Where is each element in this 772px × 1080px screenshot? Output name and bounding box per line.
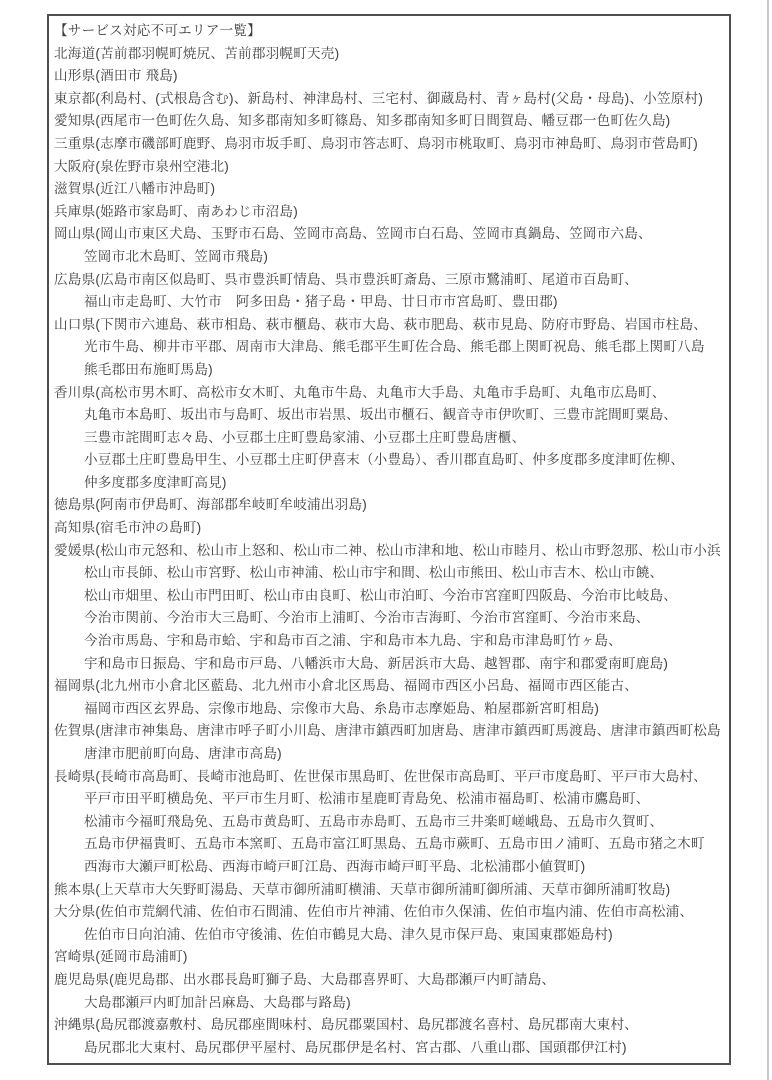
service-unavailable-area-list <box>47 14 731 1065</box>
area-line: 三豊市詫間町志々島、小豆郡土庄町豊島家浦、小豆郡土庄町豊島唐櫃、 <box>84 429 526 445</box>
area-line: 北海道(苫前郡羽幌町焼尻、苫前郡羽幌町天売) <box>54 45 340 61</box>
area-line: 今治市馬島、宇和島市蛤、宇和島市百之浦、宇和島市本九島、宇和島市津島町竹ヶ島、 <box>84 633 622 649</box>
area-line: 唐津市肥前町向島、唐津市高島) <box>84 746 282 761</box>
area-line: 滋賀県(近江八幡市沖島町) <box>54 181 216 197</box>
area-line: 大島郡瀬戸内町加計呂麻島、大島郡与路島) <box>84 994 351 1010</box>
area-line: 三重県(志摩市磯部町鹿野、鳥羽市坂手町、鳥羽市答志町、鳥羽市桃取町、鳥羽市神島町、鳥羽市菅島町) <box>54 135 698 151</box>
area-line: 愛知県(西尾市一色町佐久島、知多郡南知多町篠島、知多郡南知多町日間賀島、幡豆郡一色町佐久島) <box>54 113 671 129</box>
area-line: 今治市関前、今治市大三島町、今治市上浦町、今治市吉海町、今治市宮窪町、今治市来島、 <box>84 610 650 626</box>
area-line: 高知県(宿毛市沖の島町) <box>54 520 202 536</box>
area-line: 松山市長師、松山市宮野、松山市神浦、松山市宇和間、松山市熊田、松山市吉木、松山市饒、 <box>84 565 664 581</box>
area-line: 大分県(佐伯市荒網代浦、佐伯市石間浦、佐伯市片神浦、佐伯市久保浦、佐伯市塩内浦、佐伯市高松浦、 <box>54 904 694 920</box>
area-line: 西海市大瀬戸町松島、西海市崎戸町江島、西海市崎戸町平島、北松浦郡小値賀町) <box>84 858 586 874</box>
area-line: 山形県(酒田市 飛島) <box>54 68 178 84</box>
area-line: 島尻郡北大東村、島尻郡伊平屋村、島尻郡伊是名村、宮古郡、八重山郡、国頭郡伊江村) <box>84 1039 627 1055</box>
area-line: 熊毛郡田布施町馬島) <box>84 361 213 377</box>
area-line: 仲多度郡多度津町高見) <box>84 474 227 490</box>
area-line: 福山市走島町、大竹市 阿多田島・猪子島・甲島、廿日市市宮島町、豊田郡) <box>84 294 558 310</box>
area-line: 熊本県(上天草市大矢野町湯島、天草市御所浦町横浦、天草市御所浦町御所浦、天草市御所浦町牧島) <box>54 881 671 897</box>
area-line: 宮崎県(延岡市島浦町) <box>54 949 188 965</box>
area-line: 佐伯市日向泊浦、佐伯市守後浦、佐伯市鶴見大島、津久見市保戸島、東国東郡姫島村) <box>84 926 613 942</box>
area-line: 広島県(広島市南区似島町、呉市豊浜町情島、呉市豊浜町斎島、三原市鷺浦町、尾道市百島町、 <box>54 271 639 287</box>
area-line: 愛媛県(松山市元怒和、松山市上怒和、松山市二神、松山市津和地、松山市睦月、松山市野忽那、松山市小浜 <box>54 542 721 558</box>
area-line: 沖縄県(島尻郡渡嘉敷村、島尻郡座間味村、島尻郡粟国村、島尻郡渡名喜村、島尻郡南大東村、 <box>54 1017 639 1033</box>
area-line: 長崎県(長崎市高島町、長崎市池島町、佐世保市黒島町、佐世保市高島町、平戸市度島町、平戸市大島村、 <box>54 768 708 784</box>
area-line: 佐賀県(唐津市神集島、唐津市呼子町小川島、唐津市鎮西町加唐島、唐津市鎮西町馬渡島、唐津市鎮西町松島 <box>54 723 721 739</box>
area-lines <box>54 43 725 1060</box>
area-line: 丸亀市本島町、坂出市与島町、坂出市岩黒、坂出市櫃石、観音寺市伊吹町、三豊市詫間町粟島、 <box>84 407 678 423</box>
area-line: 福岡市西区玄界島、宗像市地島、宗像市大島、糸島市志摩姫島、粕屋郡新宮町相島) <box>84 700 600 716</box>
area-line: 五島市伊福貴町、五島市本窯町、五島市富江町黒島、五島市蕨町、五島市田ノ浦町、五島市猪之木町 <box>84 836 705 852</box>
area-line: 笠岡市北木島町、笠岡市飛島) <box>84 248 269 264</box>
area-line: 岡山県(岡山市東区犬島、玉野市石島、笠岡市高島、笠岡市白石島、笠岡市真鍋島、笠岡市六島、 <box>54 226 652 242</box>
area-line: 兵庫県(姫路市家島町、南あわじ市沼島) <box>54 203 298 219</box>
area-line: 香川県(高松市男木町、高松市女木町、丸亀市牛島、丸亀市大手島、丸亀市手島町、丸亀市広島町、 <box>54 384 666 400</box>
area-line: 山口県(下関市六連島、萩市相島、萩市櫃島、萩市大島、萩市肥島、萩市見島、防府市野島、岩国市柱島、 <box>54 316 708 332</box>
area-line: 東京都(利島村、(式根島含む)、新島村、神津島村、三宅村、御蔵島村、青ヶ島村(父島・母島)、小笠原村) <box>54 90 704 106</box>
area-line: 大阪府(泉佐野市泉州空港北) <box>54 158 229 174</box>
area-line: 徳島県(阿南市伊島町、海部郡牟岐町牟岐浦出羽島) <box>54 497 367 513</box>
page-edge-line <box>767 0 769 1080</box>
area-line: 松山市畑里、松山市門田町、松山市由良町、松山市泊町、今治市宮窪町四阪島、今治市比岐島、 <box>84 587 678 603</box>
area-line: 松浦市今福町飛島免、五島市黄島町、五島市赤島町、五島市三井楽町嵯峨島、五島市久賀町、 <box>84 813 664 829</box>
area-line: 鹿児島県(鹿児島郡、出水郡長島町獅子島、大島郡喜界町、大島郡瀬戸内町請島、 <box>54 971 556 987</box>
area-line: 宇和島市日振島、宇和島市戸島、八幡浜市大島、新居浜市大島、越智郡、南宇和郡愛南町鹿島) <box>84 655 669 671</box>
area-line: 小豆郡土庄町豊島甲生、小豆郡土庄町伊喜末（小豊島）、香川郡直島町、仲多度郡多度津町佐柳、 <box>84 452 685 468</box>
area-line: 光市牛島、柳井市平郡、周南市大津島、熊毛郡平生町佐合島、熊毛郡上関町祝島、熊毛郡上関町八島 <box>84 339 705 355</box>
area-line: 平戸市田平町横島免、平戸市生月町、松浦市星鹿町青島免、松浦市福島町、松浦市鷹島町、 <box>84 791 650 807</box>
list-title: 【サービス対応不可エリア一覧】 <box>54 23 261 38</box>
area-line: 福岡県(北九州市小倉北区藍島、北九州市小倉北区馬島、福岡市西区小呂島、福岡市西区能古、 <box>54 678 639 694</box>
